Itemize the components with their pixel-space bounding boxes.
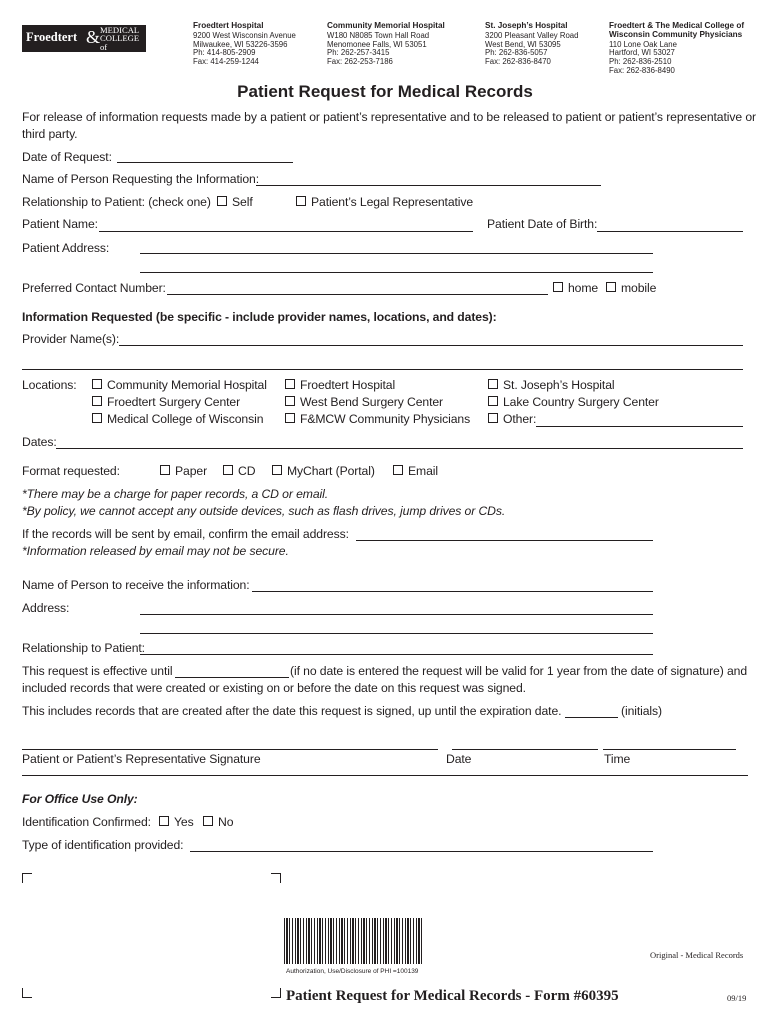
froedtert-hospital-checkbox[interactable] [285, 379, 295, 389]
id-no-option[interactable]: No [203, 815, 233, 830]
self-option[interactable]: Self [217, 195, 253, 210]
office-use-heading: For Office Use Only: [22, 792, 138, 806]
signature-date-field[interactable] [452, 749, 598, 750]
dates-label: Dates: [22, 435, 57, 449]
barcode-caption: Authorization, Use/Disclosure of PHI =100139 [286, 968, 419, 975]
email-security-note: *Information released by email may not be secure. [22, 544, 289, 558]
effective-until-note-2: included records that were created or existing on or before the date on this request was signed. [22, 681, 526, 695]
id-yes-option[interactable]: Yes [159, 815, 194, 830]
includes-records-text: This includes records that are created after the date this request is signed, up until the expiration date. [22, 704, 562, 718]
email-confirm-label: If the records will be sent by email, confirm the email address: [22, 527, 349, 541]
note-policy: *By policy, we cannot accept any outside devices, such as flash drives, jump drives or CDs. [22, 504, 506, 518]
email-confirm-field[interactable] [356, 540, 653, 541]
other-checkbox[interactable] [488, 413, 498, 423]
mobile-checkbox[interactable] [606, 282, 616, 292]
format-mychart[interactable]: MyChart (Portal) [272, 464, 375, 479]
format-paper[interactable]: Paper [160, 464, 207, 479]
lake-country-checkbox[interactable] [488, 396, 498, 406]
format-email[interactable]: Email [393, 464, 438, 479]
community-memorial-checkbox[interactable] [92, 379, 102, 389]
initials-field[interactable] [565, 717, 618, 718]
corner-mark-top-right [271, 873, 281, 883]
mcw-checkbox[interactable] [92, 413, 102, 423]
mobile-option[interactable]: mobile [606, 281, 656, 296]
relationship-receive-field[interactable] [140, 654, 653, 655]
location-other[interactable]: Other: [488, 412, 536, 427]
legal-rep-checkbox[interactable] [296, 196, 306, 206]
address-field-1[interactable] [140, 614, 653, 615]
patient-dob-field[interactable] [597, 231, 743, 232]
note-charge: *There may be a charge for paper records, a CD or email. [22, 487, 328, 501]
form-revision: 09/19 [727, 993, 747, 1003]
location-community-memorial[interactable]: Community Memorial Hospital [92, 378, 267, 393]
west-bend-checkbox[interactable] [285, 396, 295, 406]
footer-form-title: Patient Request for Medical Records - Form #60395 [286, 988, 619, 1004]
provider-names-field-1[interactable] [119, 345, 743, 346]
hospital-froedtert: Froedtert Hospital 9200 West Wisconsin Avenue Milwaukee, WI 53226-3596 Ph: 414-805-2909 Fax: 414-259-1244 [193, 21, 296, 67]
date-label: Date [446, 752, 472, 766]
location-st-josephs[interactable]: St. Joseph’s Hospital [488, 378, 615, 393]
preferred-contact-label: Preferred Contact Number: [22, 281, 166, 295]
patient-name-label: Patient Name: [22, 217, 98, 231]
dates-field[interactable] [56, 448, 743, 449]
name-requesting-field[interactable] [256, 185, 601, 186]
home-checkbox[interactable] [553, 282, 563, 292]
mychart-checkbox[interactable] [272, 465, 282, 475]
time-label: Time [604, 752, 631, 766]
location-fmcw[interactable]: F&MCW Community Physicians [285, 412, 470, 427]
id-type-label: Type of identification provided: [22, 838, 184, 852]
hospital-community-memorial: Community Memorial Hospital W180 N8085 Town Hall Road Menomonee Falls, WI 53051 Ph: 262-257-3415 Fax: 262-253-7186 [327, 21, 445, 67]
effective-until-note: (if no date is entered the request will be valid for 1 year from the date of signature) and [290, 664, 747, 678]
barcode [284, 918, 424, 964]
hospital-community-physicians: Froedtert & The Medical College of Wisconsin Community Physicians 110 Lone Oak Lane Hartford, WI 53027 Ph: 262-836-2510 Fax: 262-836-8490 [609, 21, 745, 75]
format-cd[interactable]: CD [223, 464, 255, 479]
relationship-receive-label: Relationship to Patient: [22, 641, 145, 655]
patient-address-field-1[interactable] [140, 253, 653, 254]
patient-name-field[interactable] [99, 231, 473, 232]
info-requested-heading: Information Requested (be specific - include provider names, locations, and dates): [22, 310, 497, 324]
froedtert-mcw-logo [22, 25, 148, 61]
home-option[interactable]: home [553, 281, 598, 296]
office-divider [22, 775, 748, 776]
logo-froedtert-text: Froedtert [26, 30, 78, 44]
intro-text-line-2: third party. [22, 127, 78, 141]
name-receive-field[interactable] [252, 591, 653, 592]
other-location-field[interactable] [536, 426, 743, 427]
provider-names-label: Provider Name(s): [22, 332, 120, 346]
paper-checkbox[interactable] [160, 465, 170, 475]
logo-ampersand: & [86, 27, 101, 47]
logo-mcw-text: MEDICAL COLLEGE of WISCONSIN [100, 25, 148, 61]
address-label: Address: [22, 601, 70, 615]
signature-field[interactable] [22, 749, 438, 750]
original-medical-records: Original - Medical Records [650, 950, 744, 960]
patient-dob-label: Patient Date of Birth: [487, 217, 598, 231]
hospital-st-josephs: St. Joseph’s Hospital 3200 Pleasant Valley Road West Bend, WI 53095 Ph: 262-836-5057 Fax: 262-836-8470 [485, 21, 579, 67]
provider-names-field-2[interactable] [22, 369, 743, 370]
legal-rep-option[interactable]: Patient’s Legal Representative [296, 195, 473, 210]
locations-label: Locations: [22, 378, 77, 392]
date-of-request-field[interactable] [117, 162, 293, 163]
page-title: Patient Request for Medical Records [237, 82, 533, 101]
corner-mark-bottom-right [271, 988, 281, 998]
location-mcw[interactable]: Medical College of Wisconsin [92, 412, 263, 427]
initials-label: (initials) [621, 704, 662, 718]
intro-text-line-1: For release of information requests made by a patient or patient’s representative and to be released to patient or patient’s representative or [22, 110, 756, 124]
location-lake-country[interactable]: Lake Country Surgery Center [488, 395, 659, 410]
corner-mark-bottom-left [22, 988, 32, 998]
st-josephs-checkbox[interactable] [488, 379, 498, 389]
email-checkbox[interactable] [393, 465, 403, 475]
corner-mark-top-left [22, 873, 32, 883]
effective-until-label: This request is effective until [22, 664, 173, 678]
date-of-request-label: Date of Request: [22, 150, 112, 164]
id-type-field[interactable] [190, 851, 653, 852]
name-receive-label: Name of Person to receive the information: [22, 578, 250, 592]
format-requested-label: Format requested: [22, 464, 120, 478]
location-west-bend[interactable]: West Bend Surgery Center [285, 395, 443, 410]
id-confirmed-label: Identification Confirmed: [22, 815, 151, 829]
effective-until-field[interactable] [175, 677, 289, 678]
preferred-contact-field[interactable] [167, 294, 548, 295]
signature-time-field[interactable] [603, 749, 736, 750]
froedtert-surgery-checkbox[interactable] [92, 396, 102, 406]
location-froedtert-surgery[interactable]: Froedtert Surgery Center [92, 395, 240, 410]
id-yes-checkbox[interactable] [159, 816, 169, 826]
id-no-checkbox[interactable] [203, 816, 213, 826]
relationship-label: Relationship to Patient: (check one) [22, 195, 211, 209]
patient-address-label: Patient Address: [22, 241, 110, 255]
cd-checkbox[interactable] [223, 465, 233, 475]
fmcw-checkbox[interactable] [285, 413, 295, 423]
name-requesting-label: Name of Person Requesting the Information: [22, 172, 259, 186]
patient-address-field-2[interactable] [140, 272, 653, 273]
address-field-2[interactable] [140, 633, 653, 634]
signature-label: Patient or Patient’s Representative Signature [22, 752, 261, 766]
self-checkbox[interactable] [217, 196, 227, 206]
location-froedtert-hospital[interactable]: Froedtert Hospital [285, 378, 395, 393]
